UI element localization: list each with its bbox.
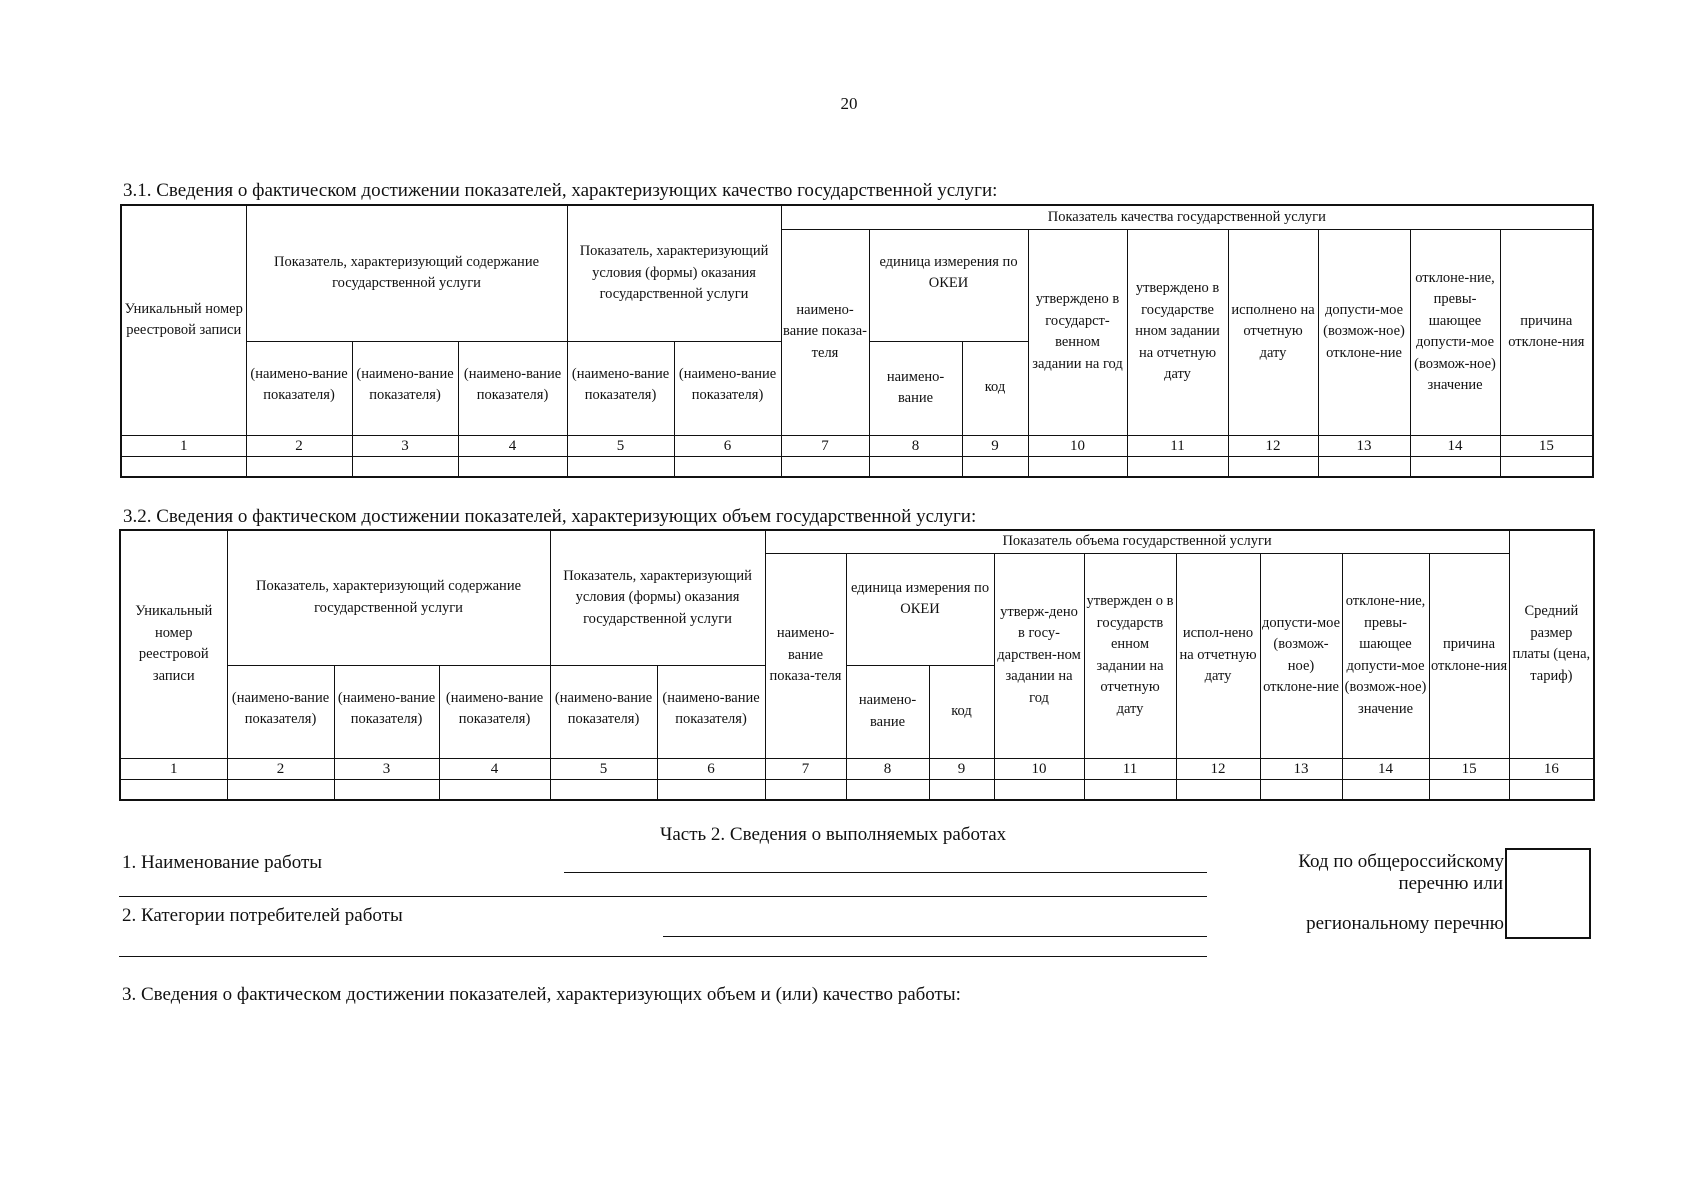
- hdr-unit-okei: единица измерения по ОКЕИ: [846, 553, 994, 665]
- section-3-work-title: 3. Сведения о фактическом достижении показателей, характеризующих объем и (или) качество работы:: [122, 984, 961, 1005]
- col-number: 11: [1127, 435, 1228, 456]
- consumers-line[interactable]: [663, 936, 1207, 937]
- code-label-line-3: региональному перечню: [1306, 913, 1504, 934]
- data-cell[interactable]: [227, 779, 334, 800]
- data-cell[interactable]: [846, 779, 929, 800]
- hdr-exceed-deviation: отклоне-ние, превы-шающее допусти-мое (возмож-ное) значение: [1342, 553, 1429, 758]
- data-cell[interactable]: [1260, 779, 1342, 800]
- col-number: 2: [227, 758, 334, 779]
- hdr-indicator-name: наимено-вание показа-теля: [781, 229, 869, 435]
- data-cell[interactable]: [657, 779, 765, 800]
- data-cell[interactable]: [439, 779, 550, 800]
- section-3-2-title: 3.2. Сведения о фактическом достижении показателей, характеризующих объем государственной услуги:: [123, 506, 977, 527]
- hdr-reason: причина отклоне-ния: [1429, 553, 1509, 758]
- col-number: 15: [1500, 435, 1593, 456]
- hdr-sub-name: (наимено-вание показателя): [567, 341, 674, 435]
- data-cell[interactable]: [567, 456, 674, 477]
- work-name-line-2[interactable]: [119, 896, 1207, 897]
- col-number: 3: [352, 435, 458, 456]
- hdr-sub-name: (наимено-вание показателя): [352, 341, 458, 435]
- data-cell[interactable]: [1342, 779, 1429, 800]
- hdr-unit-code: код: [962, 341, 1028, 435]
- col-number: 14: [1410, 435, 1500, 456]
- col-number: 8: [846, 758, 929, 779]
- data-cell[interactable]: [1127, 456, 1228, 477]
- col-number: 4: [439, 758, 550, 779]
- data-cell[interactable]: [1084, 779, 1176, 800]
- work-name-label: 1. Наименование работы: [122, 852, 323, 873]
- col-number: 10: [1028, 435, 1127, 456]
- data-cell[interactable]: [1509, 779, 1594, 800]
- hdr-content-indicator: Показатель, характеризующий содержание государственной услуги: [246, 205, 567, 341]
- hdr-done-date: исполнено на отчетную дату: [1228, 229, 1318, 435]
- col-number: 1: [121, 435, 246, 456]
- data-cell[interactable]: [674, 456, 781, 477]
- quality-table: [120, 204, 1594, 478]
- col-number: 5: [567, 435, 674, 456]
- data-cell[interactable]: [1429, 779, 1509, 800]
- hdr-sub-name: (наимено-вание показателя): [439, 665, 550, 758]
- col-number: 6: [674, 435, 781, 456]
- col-number: 13: [1260, 758, 1342, 779]
- col-number: 6: [657, 758, 765, 779]
- hdr-quality-indicator: Показатель качества государственной услуги: [781, 205, 1593, 229]
- hdr-sub-name: (наимено-вание показателя): [334, 665, 439, 758]
- hdr-reason: причина отклоне-ния: [1500, 229, 1593, 435]
- hdr-sub-name: (наимено-вание показателя): [227, 665, 334, 758]
- data-cell[interactable]: [1028, 456, 1127, 477]
- hdr-indicator-name: наимено-вание показа-теля: [765, 553, 846, 758]
- consumers-line-2[interactable]: [119, 956, 1207, 957]
- col-number: 12: [1176, 758, 1260, 779]
- col-number: 10: [994, 758, 1084, 779]
- col-number: 1: [120, 758, 227, 779]
- hdr-allowed-deviation: допусти-мое (возмож-ное) отклоне-ние: [1260, 553, 1342, 758]
- hdr-approved-year: утверждено в государст-венном задании на год: [1028, 229, 1127, 435]
- data-cell[interactable]: [869, 456, 962, 477]
- hdr-approved-date: утвержден о в государств енном задании на отчетную дату: [1084, 553, 1176, 758]
- col-number: 14: [1342, 758, 1429, 779]
- col-number: 9: [962, 435, 1028, 456]
- code-label-line-2: перечню или: [1398, 873, 1503, 894]
- hdr-sub-name: (наимено-вание показателя): [674, 341, 781, 435]
- hdr-exceed-deviation: отклоне-ние, превы-шающее допусти-мое (возмож-ное) значение: [1410, 229, 1500, 435]
- data-cell[interactable]: [962, 456, 1028, 477]
- data-cell[interactable]: [1500, 456, 1593, 477]
- col-number: 16: [1509, 758, 1594, 779]
- volume-table: [119, 529, 1595, 801]
- data-cell[interactable]: [781, 456, 869, 477]
- hdr-unique-number: Уникальный номер реестровой записи: [120, 530, 227, 758]
- hdr-conditions-indicator: Показатель, характеризующий условия (формы) оказания государственной услуги: [567, 205, 781, 341]
- code-box[interactable]: [1505, 848, 1591, 939]
- col-number: 7: [765, 758, 846, 779]
- hdr-unique-number: Уникальный номер реестровой записи: [121, 205, 246, 435]
- section-3-1-title: 3.1. Сведения о фактическом достижении показателей, характеризующих качество государственной услуги:: [123, 180, 998, 201]
- hdr-sub-name: (наимено-вание показателя): [458, 341, 567, 435]
- data-cell[interactable]: [1410, 456, 1500, 477]
- hdr-allowed-deviation: допусти-мое (возмож-ное) отклоне-ние: [1318, 229, 1410, 435]
- data-cell[interactable]: [352, 456, 458, 477]
- data-cell[interactable]: [765, 779, 846, 800]
- hdr-avg-fee: Средний размер платы (цена, тариф): [1509, 530, 1594, 758]
- part-2-title: Часть 2. Сведения о выполняемых работах: [660, 824, 1007, 845]
- data-cell[interactable]: [458, 456, 567, 477]
- col-number: 4: [458, 435, 567, 456]
- consumers-label: 2. Категории потребителей работы: [122, 905, 403, 926]
- data-cell[interactable]: [1318, 456, 1410, 477]
- page-number: 20: [840, 94, 858, 113]
- data-cell[interactable]: [550, 779, 657, 800]
- data-cell[interactable]: [994, 779, 1084, 800]
- hdr-content-indicator: Показатель, характеризующий содержание государственной услуги: [227, 530, 550, 665]
- hdr-approved-date: утверждено в государстве нном задании на отчетную дату: [1127, 229, 1228, 435]
- hdr-unit-name: наимено-вание: [869, 341, 962, 435]
- col-number: 12: [1228, 435, 1318, 456]
- col-number: 5: [550, 758, 657, 779]
- hdr-approved-year: утверж-дено в госу-дарствен-ном задании на год: [994, 553, 1084, 758]
- data-cell[interactable]: [121, 456, 246, 477]
- code-label-line-1: Код по общероссийскому: [1298, 851, 1504, 872]
- data-cell[interactable]: [334, 779, 439, 800]
- hdr-unit-code: код: [929, 665, 994, 758]
- data-cell[interactable]: [929, 779, 994, 800]
- hdr-sub-name: (наимено-вание показателя): [550, 665, 657, 758]
- data-cell[interactable]: [120, 779, 227, 800]
- hdr-unit-name: наимено-вание: [846, 665, 929, 758]
- col-number: 11: [1084, 758, 1176, 779]
- col-number: 13: [1318, 435, 1410, 456]
- hdr-sub-name: (наимено-вание показателя): [246, 341, 352, 435]
- col-number: 7: [781, 435, 869, 456]
- col-number: 3: [334, 758, 439, 779]
- col-number: 8: [869, 435, 962, 456]
- hdr-conditions-indicator: Показатель, характеризующий условия (формы) оказания государственной услуги: [550, 530, 765, 665]
- col-number: 15: [1429, 758, 1509, 779]
- data-cell[interactable]: [1176, 779, 1260, 800]
- hdr-sub-name: (наимено-вание показателя): [657, 665, 765, 758]
- col-number: 2: [246, 435, 352, 456]
- hdr-volume-indicator: Показатель объема государственной услуги: [765, 530, 1509, 553]
- data-cell[interactable]: [1228, 456, 1318, 477]
- hdr-done-date: испол-нено на отчетную дату: [1176, 553, 1260, 758]
- hdr-unit-okei: единица измерения по ОКЕИ: [869, 229, 1028, 341]
- data-cell[interactable]: [246, 456, 352, 477]
- col-number: 9: [929, 758, 994, 779]
